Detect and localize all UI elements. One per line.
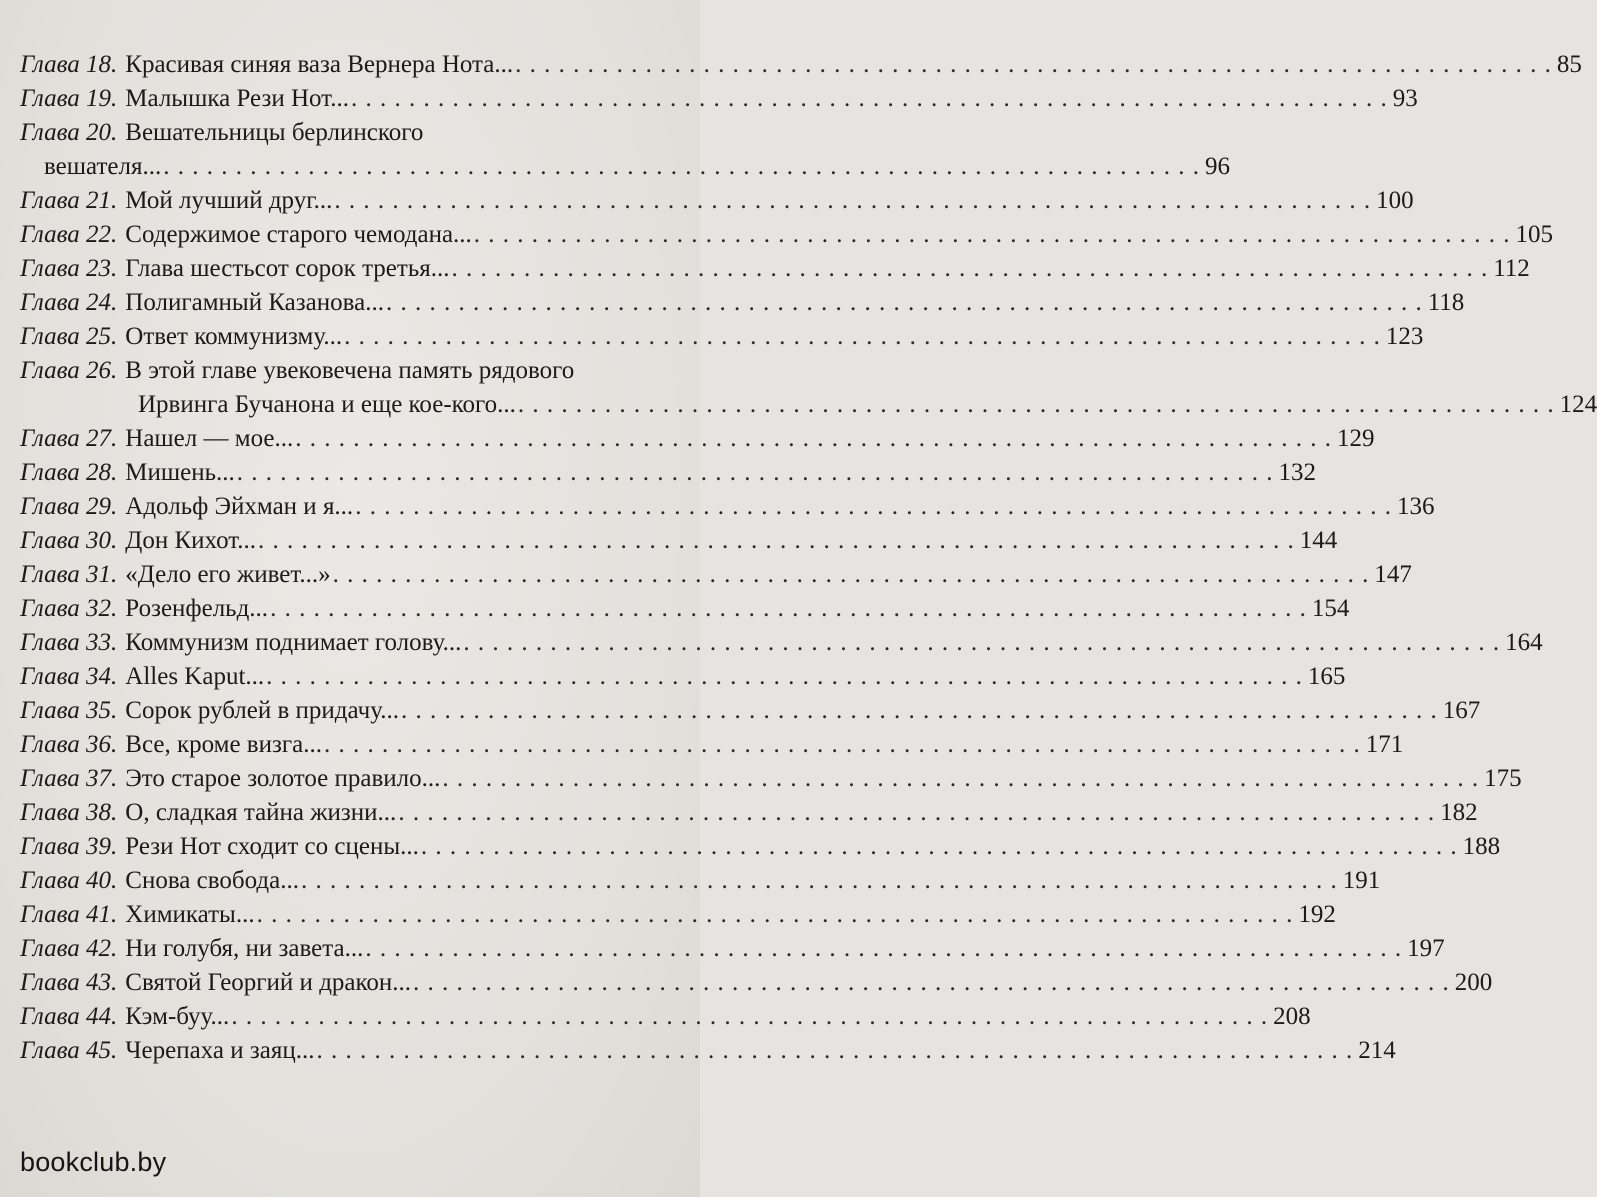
toc-entry	[20, 626, 1543, 660]
leader-dots	[266, 660, 1302, 694]
chapter-title: Розенфельд...	[125, 595, 269, 622]
chapter-number: Глава 29.	[20, 493, 118, 520]
toc-entry	[20, 82, 1418, 116]
page-number: 175	[1484, 765, 1522, 792]
leader-dots	[333, 558, 1369, 592]
leader-dots	[270, 592, 1306, 626]
chapter-title: Мой лучший друг...	[125, 187, 333, 214]
page-number: 182	[1440, 799, 1478, 826]
leader-dots	[386, 286, 1422, 320]
toc-entry	[20, 422, 1375, 456]
toc-entry	[20, 524, 1338, 558]
toc-entry	[20, 592, 1350, 626]
chapter-title: Рези Нот сходит со сцены...	[125, 833, 419, 860]
chapter-title-continued: вешателя...	[44, 153, 162, 180]
chapter-number: Глава 27.	[20, 425, 118, 452]
chapter-number: Глава 43.	[20, 969, 118, 996]
leader-dots	[258, 524, 1294, 558]
page-number: 124	[1559, 391, 1597, 418]
chapter-title: «Дело его живет...»	[125, 561, 331, 588]
chapter-title: Красивая синяя ваза Вернера Нота...	[125, 51, 514, 78]
toc-entry	[20, 1000, 1311, 1034]
chapter-number: Глава 18.	[20, 51, 118, 78]
chapter-title: Ни голубя, ни завета...	[125, 935, 364, 962]
toc-entry	[20, 320, 1424, 354]
page-number: 105	[1515, 221, 1554, 248]
chapter-title: Полигамный Казанова...	[125, 289, 384, 316]
page-number: 192	[1298, 901, 1336, 928]
toc-entry	[20, 558, 1412, 592]
toc-entry	[20, 762, 1522, 796]
chapter-number: Глава 21.	[20, 187, 118, 214]
leader-dots	[324, 728, 1360, 762]
leader-dots	[344, 320, 1380, 354]
toc-entry	[20, 456, 1317, 490]
chapter-title: Сорок рублей в придачу...	[125, 697, 399, 724]
page-number: 96	[1204, 153, 1230, 180]
chapter-title: Дон Кихот...	[125, 527, 257, 554]
toc-entry	[20, 286, 1465, 320]
toc-entry	[20, 966, 1493, 1000]
chapter-number: Глава 25.	[20, 323, 118, 350]
toc-entry	[20, 116, 1230, 184]
page-number: 191	[1342, 867, 1381, 894]
toc-entry	[20, 694, 1481, 728]
page-number: 197	[1407, 935, 1445, 962]
leader-dots	[351, 82, 1387, 116]
leader-dots	[334, 184, 1370, 218]
leader-dots	[451, 252, 1487, 286]
page-number: 123	[1385, 323, 1424, 350]
chapter-title: Химикаты...	[125, 901, 255, 928]
toc-entry	[20, 490, 1435, 524]
toc-entry	[20, 898, 1336, 932]
leader-dots	[355, 490, 1391, 524]
chapter-number: Глава 44.	[20, 1003, 118, 1030]
leader-dots	[163, 150, 1199, 184]
chapter-title: В этой главе увековечена память рядового	[125, 357, 575, 384]
chapter-title: Мишень...	[125, 459, 235, 486]
page-number: 164	[1505, 629, 1543, 656]
toc-entry	[20, 830, 1501, 864]
chapter-title: О, сладкая тайна жизни...	[125, 799, 397, 826]
chapter-number: Глава 39.	[20, 833, 118, 860]
chapter-number: Глава 32.	[20, 595, 118, 622]
chapter-number: Глава 40.	[20, 867, 118, 894]
chapter-number: Глава 28.	[20, 459, 118, 486]
toc-entry	[20, 184, 1414, 218]
page-number: 167	[1442, 697, 1481, 724]
toc-entry	[20, 796, 1478, 830]
page-number: 144	[1299, 527, 1338, 554]
toc-entry	[20, 932, 1445, 966]
chapter-title: Снова свобода...	[125, 867, 299, 894]
page-number: 112	[1493, 255, 1530, 282]
chapter-title: Коммунизм поднимает голову...	[125, 629, 462, 656]
leader-dots	[301, 864, 1337, 898]
page-number: 165	[1307, 663, 1346, 690]
page-number: 85	[1556, 51, 1582, 78]
page-number: 100	[1376, 187, 1414, 214]
toc-entry	[20, 1034, 1396, 1068]
chapter-number: Глава 37.	[20, 765, 118, 792]
chapter-number: Глава 20.	[20, 119, 118, 146]
chapter-number: Глава 30.	[20, 527, 118, 554]
chapter-title: Это старое золотое правило...	[125, 765, 441, 792]
chapter-number: Глава 41.	[20, 901, 118, 928]
chapter-title: Содержимое старого чемодана...	[125, 221, 472, 248]
leader-dots	[365, 932, 1401, 966]
chapter-number: Глава 35.	[20, 697, 118, 724]
leader-dots	[401, 694, 1437, 728]
toc-entry	[20, 48, 1582, 82]
chapter-title: Ответ коммунизму...	[125, 323, 343, 350]
leader-dots	[463, 626, 1499, 660]
chapter-title: Малышка Рези Нот...	[125, 85, 349, 112]
chapter-number: Глава 42.	[20, 935, 118, 962]
leader-dots	[257, 898, 1293, 932]
chapter-number: Глава 22.	[20, 221, 118, 248]
chapter-number: Глава 23.	[20, 255, 118, 282]
toc-entry	[20, 864, 1381, 898]
page-number: 188	[1462, 833, 1501, 860]
page-number: 208	[1273, 1003, 1311, 1030]
page-number: 200	[1454, 969, 1493, 996]
toc-entry	[20, 660, 1346, 694]
page-number: 118	[1427, 289, 1465, 316]
chapter-number: Глава 26.	[20, 357, 118, 384]
leader-dots	[398, 796, 1434, 830]
leader-dots	[413, 966, 1449, 1000]
page-number: 93	[1392, 85, 1418, 112]
chapter-title: Alles Kaput...	[125, 663, 265, 690]
toc-entry-line	[20, 116, 642, 150]
leader-dots	[518, 388, 1554, 422]
chapter-number: Глава 34.	[20, 663, 118, 690]
table-of-contents	[20, 48, 1597, 1068]
toc-entry-line	[20, 150, 1230, 184]
leader-dots	[474, 218, 1510, 252]
chapter-title: Нашел — мое...	[125, 425, 294, 452]
chapter-title: Святой Георгий и дракон...	[125, 969, 412, 996]
chapter-number: Глава 31.	[20, 561, 118, 588]
page-number: 129	[1336, 425, 1375, 452]
toc-entry-line	[20, 388, 1597, 422]
page-number: 214	[1358, 1037, 1396, 1064]
chapter-number: Глава 33.	[20, 629, 118, 656]
chapter-number: Глава 45.	[20, 1037, 118, 1064]
chapter-title: Адольф Эйхман и я...	[125, 493, 354, 520]
leader-dots	[442, 762, 1478, 796]
toc-entry	[20, 728, 1404, 762]
toc-entry	[20, 252, 1530, 286]
page-number: 171	[1365, 731, 1404, 758]
chapter-title: Черепаха и заяц...	[125, 1037, 315, 1064]
leader-dots	[316, 1034, 1352, 1068]
chapter-title: Глава шестьсот сорок третья...	[125, 255, 450, 282]
page-number: 154	[1311, 595, 1350, 622]
toc-entry	[20, 218, 1554, 252]
chapter-number: Глава 19.	[20, 85, 118, 112]
chapter-title-continued: Ирвинга Бучанона и еще кое-кого...	[138, 391, 516, 418]
chapter-number: Глава 36.	[20, 731, 118, 758]
chapter-number: Глава 38.	[20, 799, 118, 826]
chapter-title: Все, кроме визга...	[125, 731, 322, 758]
toc-entry-line	[20, 354, 642, 388]
leader-dots	[237, 456, 1273, 490]
chapter-number: Глава 24.	[20, 289, 118, 316]
leader-dots	[295, 422, 1331, 456]
chapter-title: Вешательницы берлинского	[125, 119, 424, 146]
leader-dots	[421, 830, 1457, 864]
leader-dots	[515, 48, 1551, 82]
page-number: 147	[1374, 561, 1412, 588]
page-number: 132	[1278, 459, 1317, 486]
watermark-text: bookclub.by	[20, 1147, 167, 1177]
toc-entry	[20, 354, 1597, 422]
leader-dots	[231, 1000, 1267, 1034]
chapter-title: Кэм-буу...	[125, 1003, 230, 1030]
page-number: 136	[1396, 493, 1435, 520]
